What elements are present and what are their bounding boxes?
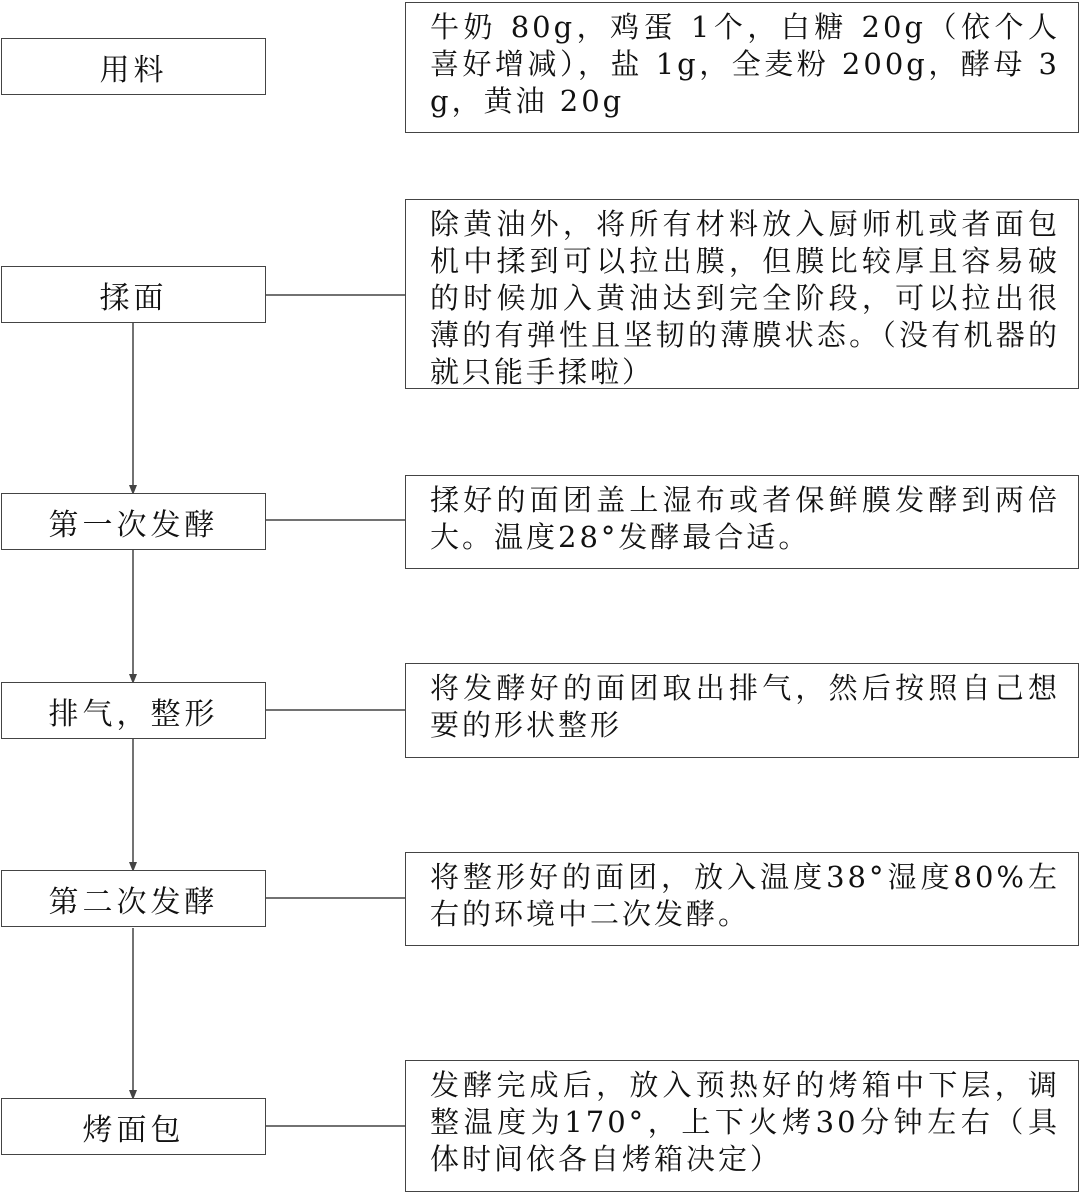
step-description: 将发酵好的面团取出排气，然后按照自己想要的形状整形 bbox=[430, 671, 1060, 742]
desc-box-bake bbox=[405, 1060, 1079, 1192]
desc-box-kneading bbox=[405, 199, 1079, 389]
step-label: 排气，整形 bbox=[48, 696, 219, 732]
desc-box-ingredients bbox=[405, 2, 1079, 133]
step-box-degas-shape bbox=[1, 682, 266, 739]
desc-box-degas-shape bbox=[405, 663, 1079, 758]
step-description: 揉好的面团盖上湿布或者保鲜膜发酵到两倍大。温度28°发酵最合适。 bbox=[430, 483, 1060, 554]
step-label: 揉面 bbox=[99, 280, 168, 316]
step-box-second-proof bbox=[1, 870, 266, 927]
desc-box-first-proof bbox=[405, 475, 1079, 569]
step-description: 除黄油外，将所有材料放入厨师机或者面包机中揉到可以拉出膜，但膜比较厚且容易破的时候加入黄油达到完全阶段，可以拉出很薄的有弹性且坚韧的薄膜状态。（没有机器的就只能手揉啦） bbox=[430, 207, 1060, 389]
step-label: 第一次发酵 bbox=[48, 507, 219, 543]
step-box-kneading bbox=[1, 266, 266, 323]
step-description: 发酵完成后，放入预热好的烤箱中下层，调整温度为170°，上下火烤30分钟左右（具体时间依各自烤箱决定） bbox=[430, 1068, 1060, 1176]
step-box-ingredients bbox=[1, 38, 266, 95]
step-label: 用料 bbox=[99, 52, 168, 88]
step-description: 将整形好的面团，放入温度38°湿度80%左右的环境中二次发酵。 bbox=[430, 860, 1060, 931]
step-description: 牛奶 80g，鸡蛋 1个，白糖 20g（依个人喜好增减），盐 1g，全麦粉 200g，酵母 3g，黄油 20g bbox=[430, 10, 1060, 118]
step-box-bake bbox=[1, 1098, 266, 1155]
step-label: 第二次发酵 bbox=[48, 884, 219, 920]
step-label: 烤面包 bbox=[82, 1112, 185, 1148]
step-box-first-proof bbox=[1, 493, 266, 550]
desc-box-second-proof bbox=[405, 852, 1079, 946]
